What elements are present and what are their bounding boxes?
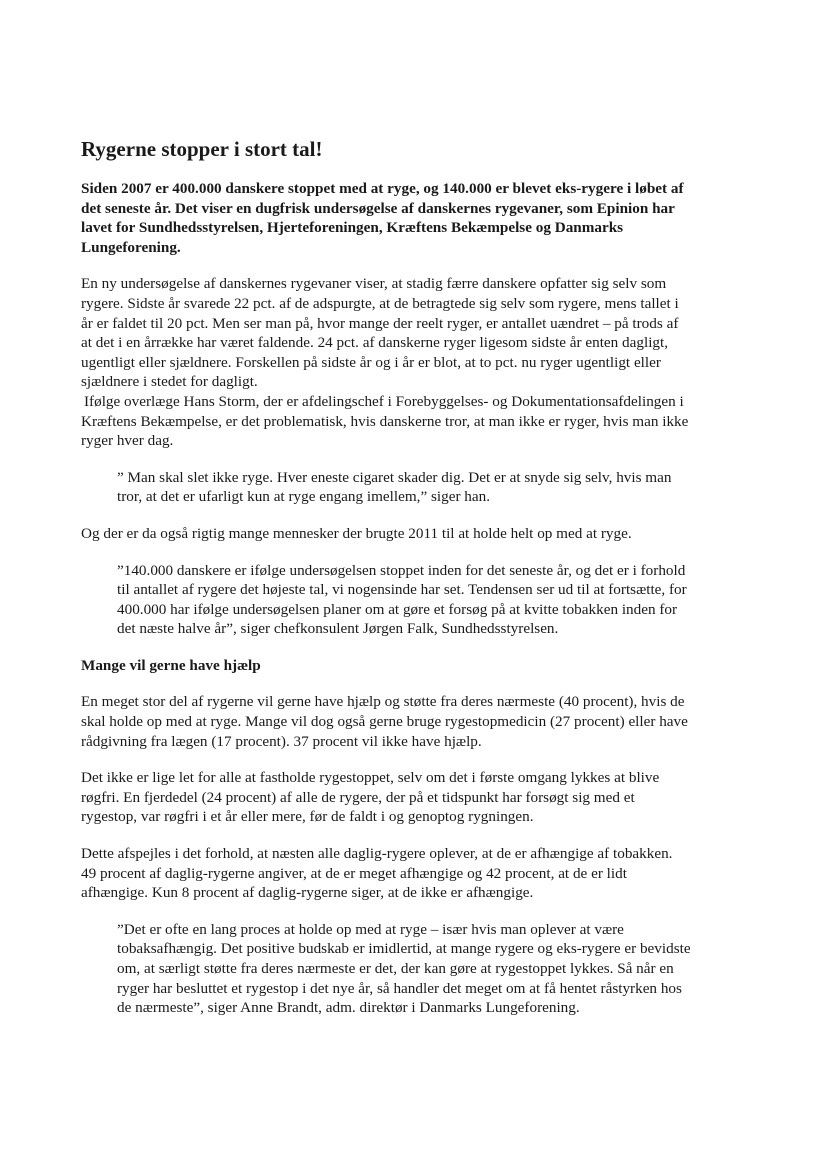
text-line: til antallet af rygere det højeste tal, vi nogensinde har set. Tendensen ser ud til at fortsætte, for [117, 581, 687, 599]
text-line: 400.000 har ifølge undersøgelsen planer om at gøre et forsøg på at kvitte tobakken inden for [117, 600, 678, 618]
text-line: rygestop, var røgfri i et år eller mere, før de faldt i og genoptog rygningen. [81, 808, 534, 826]
text-line: de nærmeste”, siger Anne Brandt, adm. direktør i Danmarks Lungeforening. [117, 999, 580, 1017]
text-line: Dette afspejles i det forhold, at næsten alle daglig-rygere oplever, at de er afhængige af tobakken. [81, 845, 673, 863]
text-line: rygere. Sidste år svarede 22 pct. af de adspurgte, at de betragtede sig selv som rygere, mens tallet i [81, 294, 679, 312]
body-paragraph-4 [81, 768, 749, 827]
quote-block-3 [117, 920, 749, 1018]
text-line: det næste halve år”, siger chefkonsulent Jørgen Falk, Sundhedsstyrelsen. [117, 620, 559, 638]
text-line: år er faldet til 20 pct. Men ser man på, hvor mange der reelt ryger, er antallet uændret – på trods af [81, 314, 679, 332]
text-line: ”140.000 danskere er ifølge undersøgelsen stoppet inden for det seneste år, og det er i forhold [117, 561, 686, 579]
text-line: Lungeforening. [81, 238, 181, 256]
quote-block-2 [117, 561, 749, 639]
quote-block-1 [117, 468, 749, 507]
text-line: En ny undersøgelse af danskernes rygevaner viser, at stadig færre danskere opfatter sig selv som [81, 275, 667, 293]
body-paragraph-3 [81, 692, 749, 751]
text-line: 49 procent af daglig-rygerne angiver, at de er meget afhængige og 42 procent, at de er lidt [81, 864, 627, 882]
text-line: ”Det er ofte en lang proces at holde op med at ryge – især hvis man oplever at være [117, 920, 624, 938]
text-line: at det i en årrække har været faldende. 24 pct. af danskerne ryger ligesom sidste år enten dagligt, [81, 334, 669, 352]
document-page [81, 136, 749, 1035]
text-line: ugentligt eller sjældnere. Forskellen på sidste år og i år er blot, at to pct. nu ryger ugentligt eller [81, 353, 661, 371]
text-line: lavet for Sundhedsstyrelsen, Hjerteforeningen, Kræftens Bekæmpelse og Danmarks [81, 219, 624, 237]
body-paragraph-1 [81, 274, 749, 450]
body-paragraph-5 [81, 844, 749, 903]
text-line: ryger hver dag. [81, 432, 174, 450]
text-line: det seneste år. Det viser en dugfrisk undersøgelse af danskernes rygevaner, som Epinion har [81, 199, 675, 217]
text-line: Og der er da også rigtig mange mennesker der brugte 2011 til at holde helt op med at ryge. [81, 524, 632, 542]
text-line: afhængige. Kun 8 procent af daglig-rygerne siger, at de ikke er afhængige. [81, 884, 534, 902]
text-line: rådgivning fra lægen (17 procent). 37 procent vil ikke have hjælp. [81, 732, 482, 750]
text-line: røgfri. En fjerdedel (24 procent) af alle de rygere, der på et tidspunkt har forsøgt sig med et [81, 788, 635, 806]
text-line: Siden 2007 er 400.000 danskere stoppet med at ryge, og 140.000 er blevet eks-rygere i løbet af [81, 180, 684, 197]
article-title: Rygerne stopper i stort tal! [81, 137, 323, 161]
text-line: ” Man skal slet ikke ryge. Hver eneste cigaret skader dig. Det er at snyde sig selv, hvis man [117, 468, 672, 486]
text-line: En meget stor del af rygerne vil gerne have hjælp og støtte fra deres nærmeste (40 procent), hvis de [81, 693, 685, 711]
lead-paragraph [81, 179, 749, 257]
text-line: Det ikke er lige let for alle at fastholde rygestoppet, selv om det i første omgang lykkes at blive [81, 769, 660, 787]
text-line: tobaksafhængig. Det positive budskab er imidlertid, at mange rygere og eks-rygere er bevidste [117, 940, 691, 958]
text-line: sjældnere i stedet for dagligt. [81, 373, 258, 391]
body-paragraph-2 [81, 524, 749, 544]
text-line: om, at særligt støtte fra deres nærmeste er det, der kan gøre at rygestoppet lykkes. Så når en [117, 960, 674, 977]
text-line: skal holde op med at ryge. Mange vil dog også gerne bruge rygestopmedicin (27 procent) eller have [81, 713, 688, 731]
text-line: ryger har besluttet et rygestop i det nye år, så handler det meget om at få hentet råstyrken hos [117, 979, 682, 997]
section-heading: Mange vil gerne have hjælp [81, 656, 261, 674]
text-line: tror, at det er ufarligt kun at ryge engang imellem,” siger han. [117, 488, 491, 506]
text-line: Kræftens Bekæmpelse, er det problematisk, hvis danskerne tror, at man ikke er ryger, hvis man ikke [81, 412, 689, 430]
text-line: Ifølge overlæge Hans Storm, der er afdelingschef i Forebyggelses- og Dokumentationsafdelingen i [84, 392, 684, 410]
